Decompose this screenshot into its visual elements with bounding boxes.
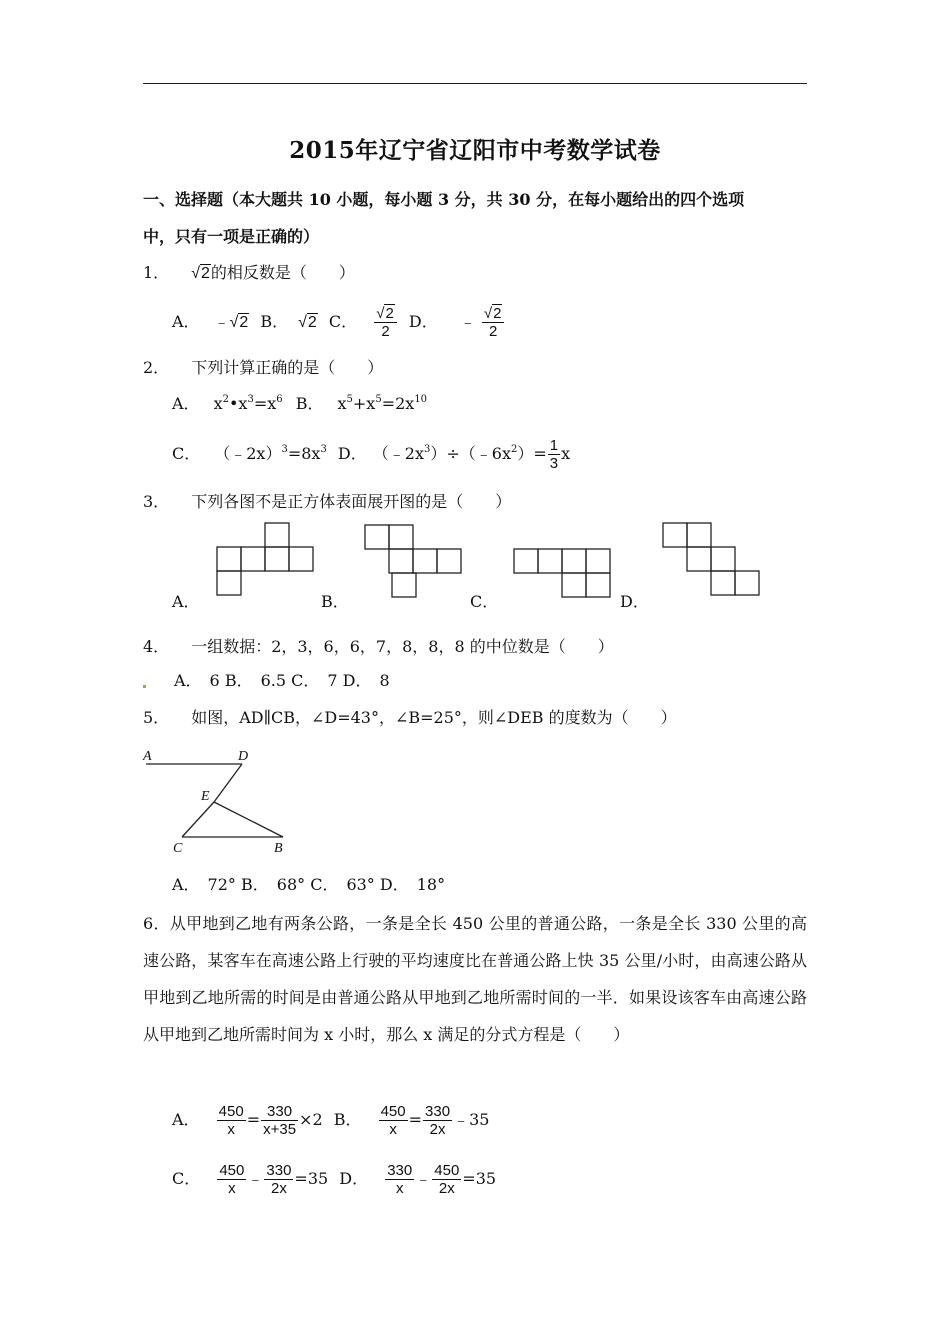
- question-5-options: A． 72° B． 68° C． 63° D． 18°: [172, 875, 446, 894]
- question-2: 2． 下列计算正确的是（ ）: [143, 358, 384, 377]
- question-4: 4． 一组数据：2，3，6，6，7，8，8，8 的中位数是（ ）: [143, 637, 614, 656]
- question-3: 3． 下列各图不是正方体表面展开图的是（ ）: [143, 492, 512, 511]
- line-ec: [182, 802, 214, 837]
- question-6: 6．从甲地到乙地有两条公路，一条是全长 450 公里的普通公路，一条是全长 330 公里的高速公路，某客车在高速公路上行驶的平均速度比在普通公路上快 35 公里/小时，由高速公路从甲地到乙地所需的时间是由普通公路从甲地到乙地所需时间的一半．如果设该客车由高速公路从甲地到乙地所需时间为 x 小时，那么 x 满足的分式方程是（ ）: [143, 914, 807, 1044]
- question-6-options-cd: C． $\frac{450}{x}$ ﹣ $\frac{330}{2x}$ =35 D． $\frac{330}{x}$ ﹣ $\frac{450}{2x}$ =35: [172, 1162, 497, 1197]
- question-5: 5． 如图，AD∥CB，∠D=43°，∠B=25°，则∠DEB 的度数为（ ）: [143, 708, 677, 727]
- net-label-c: C．: [470, 592, 499, 611]
- net-label-d: D．: [620, 592, 649, 611]
- page-title: 2015年辽宁省辽阳市中考数学试卷: [289, 137, 661, 164]
- net-a: [217, 523, 313, 595]
- section-heading-line1: 一、选择题（本大题共 10 小题，每小题 3 分，共 30 分，在每小题给出的四个选项: [143, 190, 745, 209]
- point-label-c: C: [173, 841, 183, 856]
- point-label-b: B: [274, 841, 283, 856]
- question-5-figure: [140, 744, 300, 860]
- net-c: [514, 549, 610, 597]
- net-label-b: B．: [321, 592, 349, 611]
- question-2-options-ab: A． $x^2•x^3=x^6$ B． $x^5+x^5=2x^{10}$: [172, 394, 428, 413]
- point-label-d: D: [238, 749, 249, 764]
- net-d: [663, 523, 759, 595]
- section-heading-line2: 中，只有一项是正确的）: [143, 227, 320, 246]
- net-b: [365, 525, 461, 597]
- question-6-options-ab: A． $\frac{450}{x}$ = $\frac{330}{x+35}$ ×2 B． $\frac{450}{x}$ = $\frac{330}{2x}$ ﹣35: [172, 1103, 490, 1138]
- header-rule: [143, 83, 807, 84]
- point-label-a: A: [143, 749, 152, 764]
- line-eb: [214, 802, 283, 837]
- line-de: [214, 764, 242, 802]
- question-1: 1． √2的相反数是（ ）: [143, 263, 355, 282]
- point-label-e: E: [201, 789, 210, 804]
- stray-dot: [143, 685, 146, 688]
- question-1-options: A． ﹣√2 B． √2 C． $\frac{√2}{2}$ D． ﹣ $\frac{√2}{2}$: [172, 305, 505, 340]
- question-4-options: A． 6 B． 6.5 C． 7 D． 8: [174, 671, 390, 690]
- net-label-a: A．: [172, 592, 200, 611]
- question-2-options-cd: C． $(﹣2x)^3=8x^3$ D． $(﹣2x^3)\div(﹣6x^2)=$ $\frac{1}{3}$ x: [172, 437, 571, 472]
